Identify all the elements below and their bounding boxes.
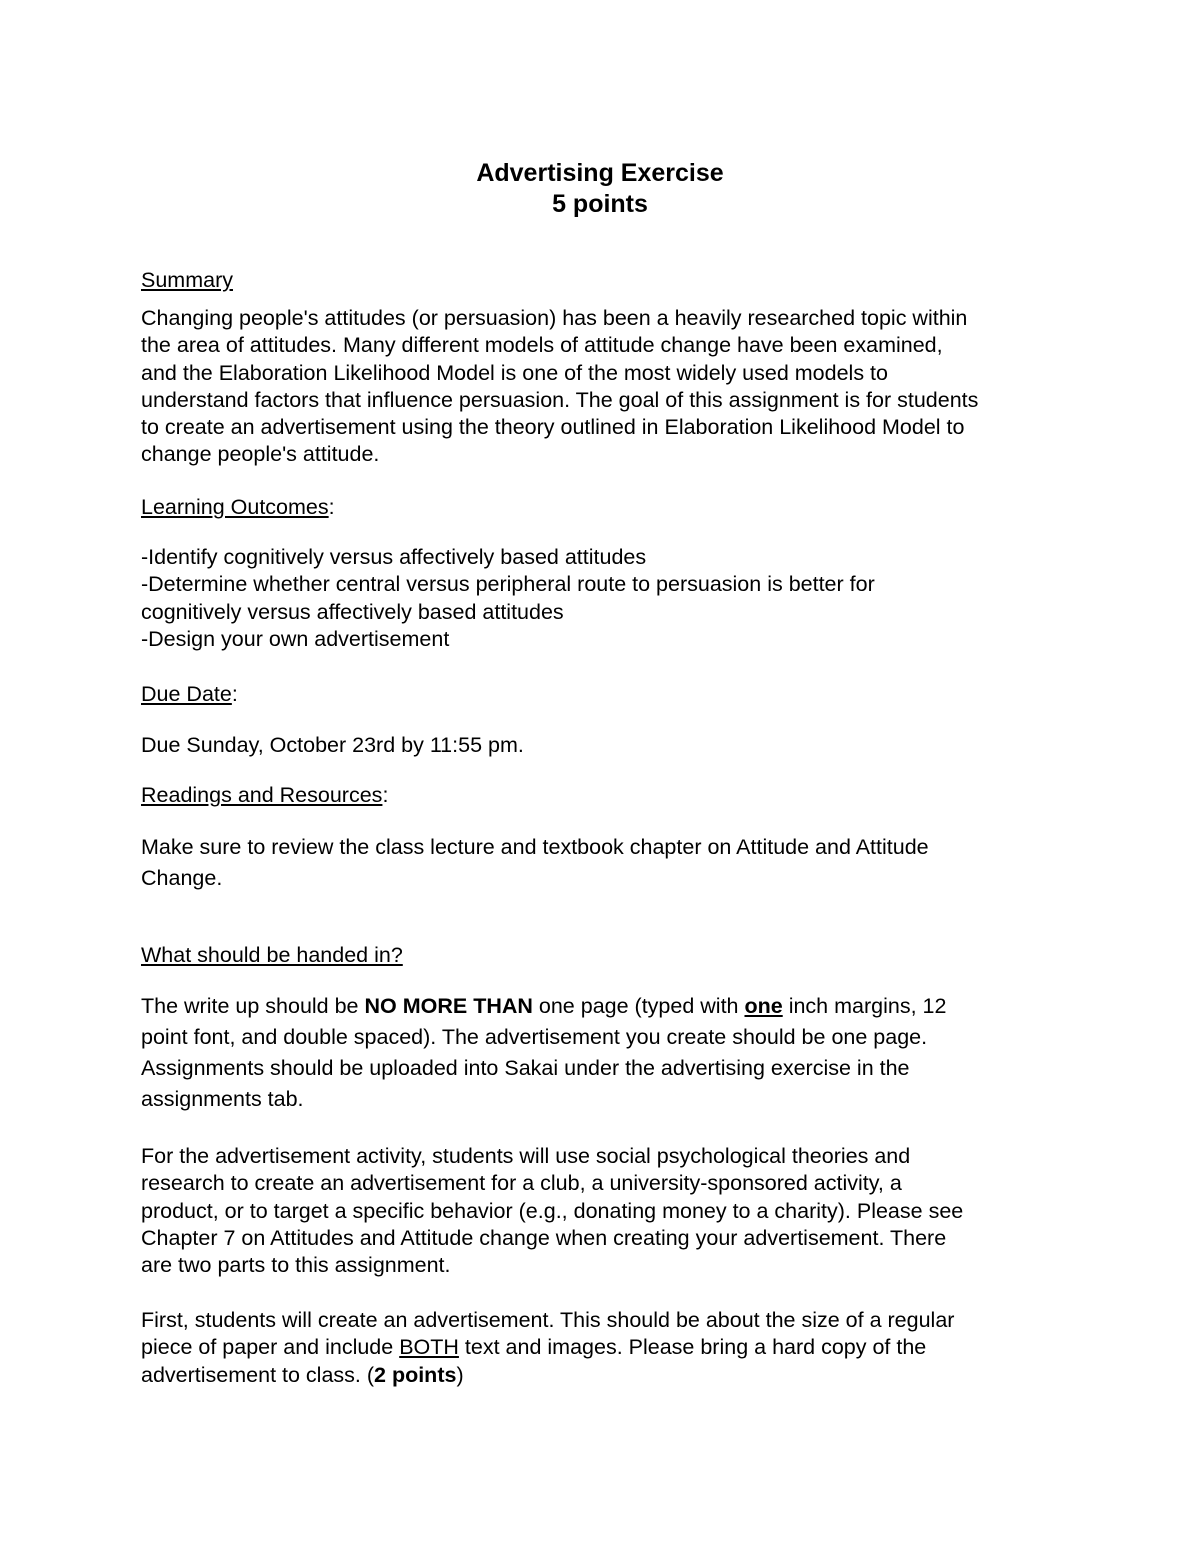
due-date-heading-row bbox=[141, 681, 1061, 708]
emphasis-2-points: 2 points bbox=[374, 1362, 457, 1387]
activity-line: Chapter 7 on Attitudes and Attitude change when creating your advertisement. There bbox=[141, 1225, 947, 1250]
hand-in-line-1 bbox=[141, 991, 1061, 1022]
title-line-1: Advertising Exercise bbox=[476, 159, 724, 187]
summary-line: Changing people's attitudes (or persuasion) has been a heavily researched topic within bbox=[141, 306, 968, 330]
readings-body bbox=[141, 832, 1061, 894]
readings-colon: : bbox=[382, 783, 389, 807]
activity-line: For the advertisement activity, students will use social psychological theories and bbox=[141, 1144, 911, 1168]
summary-section bbox=[141, 267, 1061, 294]
readings-line: Make sure to review the class lecture and textbook chapter on Attitude and Attitude bbox=[141, 835, 929, 859]
readings-heading: Readings and Resources bbox=[141, 783, 383, 807]
hand-in-heading: What should be handed in? bbox=[141, 943, 403, 967]
readings-line: Change. bbox=[141, 866, 223, 890]
emphasis-both: BOTH bbox=[399, 1335, 459, 1360]
hand-in-line: assignments tab. bbox=[141, 1087, 304, 1111]
text-run: The write up should be bbox=[141, 994, 365, 1018]
emphasis-no-more-than: NO MORE THAN bbox=[364, 994, 533, 1018]
learning-outcomes-heading-row bbox=[141, 494, 1061, 521]
first-paragraph bbox=[141, 1307, 1061, 1389]
learning-outcomes-heading: Learning Outcomes bbox=[141, 495, 329, 519]
hand-in-line: point font, and double spaced). The advertisement you create should be one page. bbox=[141, 1025, 928, 1049]
text-run: piece of paper and include bbox=[141, 1335, 400, 1360]
summary-line: and the Elaboration Likelihood Model is one of the most widely used models to bbox=[141, 360, 888, 385]
summary-heading: Summary bbox=[141, 268, 233, 292]
summary-line: understand factors that influence persuasion. The goal of this assignment is for students bbox=[141, 387, 979, 412]
emphasis-one: one bbox=[744, 994, 783, 1018]
activity-line: product, or to target a specific behavior (e.g., donating money to a charity). Please see bbox=[141, 1198, 964, 1223]
text-run: inch margins, 12 bbox=[782, 994, 947, 1018]
text-run: ) bbox=[456, 1362, 464, 1387]
hand-in-line: Assignments should be uploaded into Sakai under the advertising exercise in the bbox=[141, 1056, 910, 1080]
first-line-3 bbox=[141, 1362, 1061, 1389]
title-line-2: 5 points bbox=[552, 190, 648, 218]
text-run: advertisement to class. ( bbox=[141, 1362, 375, 1387]
outcome-line: -Identify cognitively versus affectively based attitudes bbox=[141, 545, 647, 569]
first-line-2 bbox=[141, 1334, 1061, 1361]
text-run: one page (typed with bbox=[532, 994, 745, 1018]
readings-heading-row bbox=[141, 782, 1061, 809]
activity-line: research to create an advertisement for a club, a university-sponsored activity, a bbox=[141, 1171, 902, 1196]
learning-outcomes-colon: : bbox=[328, 495, 335, 519]
first-line-1: First, students will create an advertisement. This should be about the size of a regular bbox=[141, 1308, 955, 1332]
text-run: text and images. Please bring a hard copy of the bbox=[458, 1335, 927, 1360]
outcome-line: cognitively versus affectively based attitudes bbox=[141, 599, 564, 624]
due-date-text: Due Sunday, October 23rd by 11:55 pm. bbox=[141, 733, 524, 757]
due-date-heading: Due Date bbox=[141, 682, 232, 706]
due-date-colon: : bbox=[231, 682, 238, 706]
hand-in-body bbox=[141, 991, 1061, 1115]
hand-in-heading-row bbox=[141, 942, 1061, 969]
activity-paragraph bbox=[141, 1143, 1061, 1279]
outcome-line: -Design your own advertisement bbox=[141, 626, 450, 651]
summary-body bbox=[141, 305, 1061, 469]
document-title bbox=[0, 158, 1200, 220]
summary-line: to create an advertisement using the theory outlined in Elaboration Likelihood Model to bbox=[141, 415, 965, 440]
outcome-line: -Determine whether central versus peripheral route to persuasion is better for bbox=[141, 572, 875, 597]
learning-outcomes-list bbox=[141, 544, 1061, 653]
activity-line: are two parts to this assignment. bbox=[141, 1253, 451, 1278]
summary-line: the area of attitudes. Many different models of attitude change have been examined, bbox=[141, 333, 943, 358]
summary-line: change people's attitude. bbox=[141, 442, 380, 467]
